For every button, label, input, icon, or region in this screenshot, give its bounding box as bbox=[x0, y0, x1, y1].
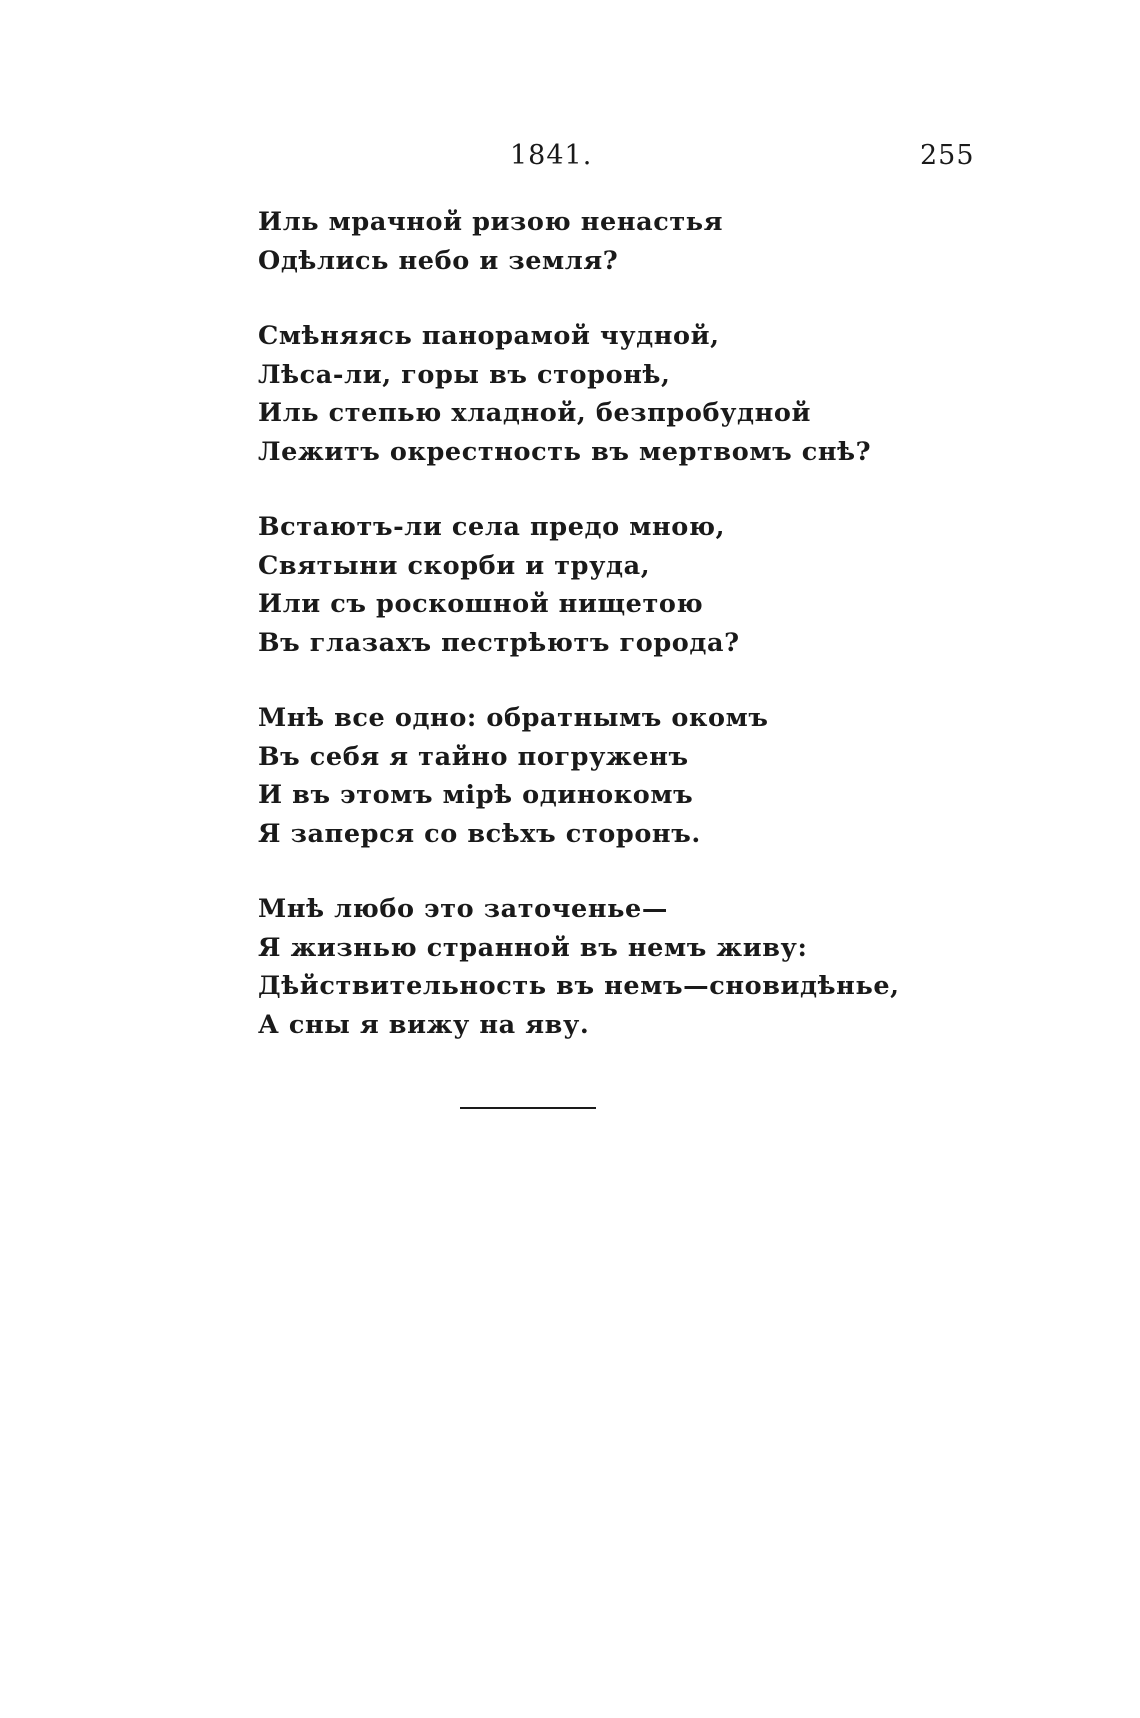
stanza-3 bbox=[258, 508, 898, 662]
poem-line: Встаютъ-ли села предо мною, bbox=[258, 512, 726, 542]
poem-line: Въ глазахъ пестрѣютъ города? bbox=[258, 627, 740, 658]
running-head-year: 1841. bbox=[510, 140, 593, 171]
page-number: 255 bbox=[920, 140, 975, 171]
stanza-5 bbox=[258, 890, 898, 1044]
poem-line: Лѣса-ли, горы въ сторонѣ, bbox=[258, 359, 671, 390]
poem-line: Святыни скорби и труда, bbox=[258, 550, 651, 581]
poem-line: Лежитъ окрестность въ мертвомъ снѣ? bbox=[258, 436, 872, 467]
poem-line: Одѣлись небо и земля? bbox=[258, 245, 619, 276]
poem-line: Въ себя я тайно погруженъ bbox=[258, 741, 689, 772]
poem-line: Мнѣ любо это заточенье— bbox=[258, 894, 668, 924]
poem-line: А сны я вижу на яву. bbox=[258, 1009, 590, 1040]
poem-line: Мнѣ все одно: обратнымъ окомъ bbox=[258, 703, 769, 733]
poem-line: И въ этомъ мiрѣ одинокомъ bbox=[258, 780, 694, 810]
stanza-4 bbox=[258, 699, 898, 853]
running-head bbox=[0, 140, 1140, 180]
poem-line: Или съ роскошной нищетою bbox=[258, 589, 704, 619]
poem-line: Я жизнью странной въ немъ живу: bbox=[258, 932, 808, 963]
poem-line: Иль мрачной ризою ненастья bbox=[258, 207, 724, 237]
poem-line: Дѣйствительность въ немъ—сновидѣнье, bbox=[258, 971, 900, 1001]
stanza-1 bbox=[258, 203, 898, 280]
stanza-2 bbox=[258, 317, 898, 471]
section-end-rule bbox=[460, 1107, 596, 1109]
poem-line: Иль степью хладной, безпробудной bbox=[258, 398, 811, 428]
poem-line: Я заперся со всѣхъ сторонъ. bbox=[258, 818, 701, 849]
poem bbox=[258, 203, 898, 1081]
poem-line: Смѣняясь панорамой чудной, bbox=[258, 321, 720, 351]
